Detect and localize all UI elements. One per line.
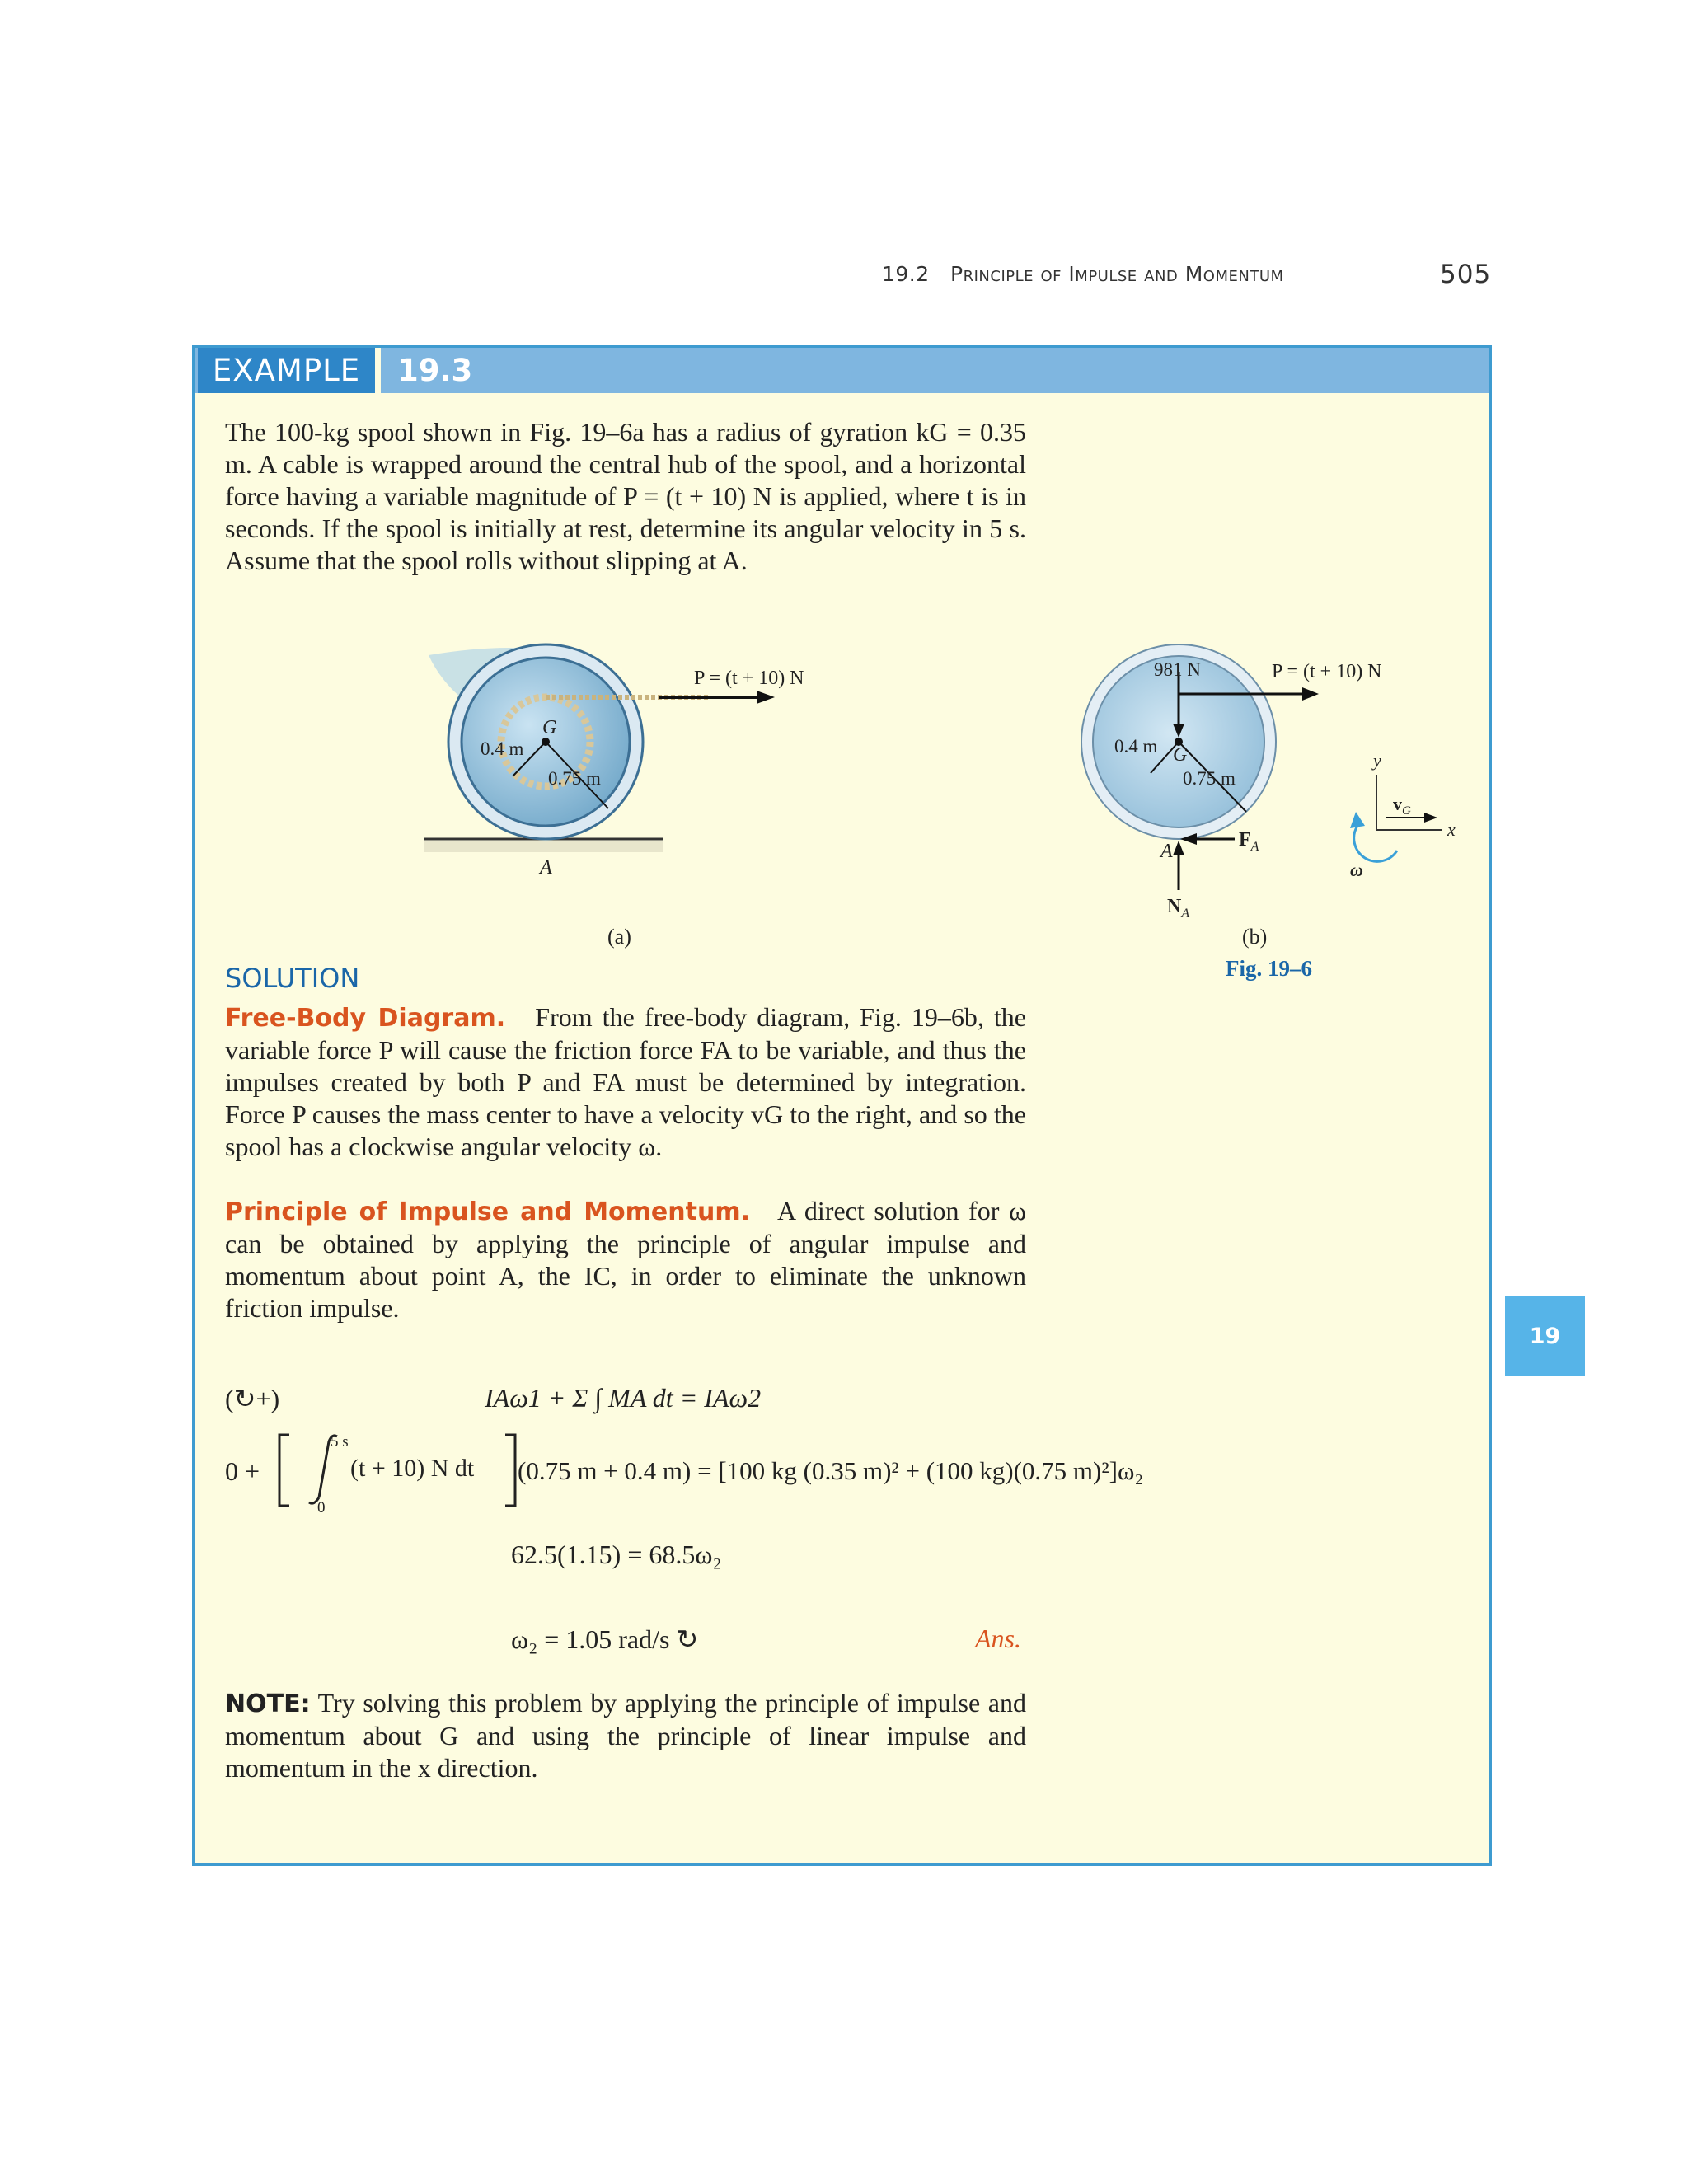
fbd-heading: Free-Body Diagram. xyxy=(225,1004,506,1033)
label-force-p: P = (t + 10) N xyxy=(694,668,804,689)
equation-2-lead: 0 + xyxy=(225,1456,260,1486)
integrand: (t + 10) N dt xyxy=(350,1455,475,1482)
equation-3: 62.5(1.15) = 68.5ω₂ xyxy=(511,1540,722,1569)
problem-statement: The 100-kg spool shown in Fig. 19–6a has a radius of gyration kG = 0.35 m. A cable is wrapped around the central hub of the spool, and a horizontal force having a variable magnitude of P = (t + 10) N is applied, where t is in seconds. If the spool is initially at rest, determine its angular velocity in 5 s. Assume that the spool rolls without slipping at A. xyxy=(225,417,1026,575)
fbd-force-arrowhead xyxy=(1302,687,1319,701)
label-normal: $N_A$ xyxy=(1167,896,1190,921)
right-bracket xyxy=(505,1435,515,1506)
label-contact-a: A xyxy=(540,857,552,879)
fbd-label-force-p: P = (t + 10) N xyxy=(1272,661,1382,682)
upper-limit: 5 s xyxy=(331,1433,349,1451)
label-outer-radius: 0.75 m xyxy=(548,768,601,789)
velocity-arrowhead xyxy=(1424,813,1437,823)
label-y-axis: y xyxy=(1373,750,1381,771)
banner-separator xyxy=(375,348,381,393)
ground-shade xyxy=(424,841,663,852)
omega-arrowhead xyxy=(1350,812,1365,828)
chapter-tab: 19 xyxy=(1505,1296,1585,1376)
figure-caption: Fig. 19–6 xyxy=(1226,956,1312,981)
fbd-label-outer-radius: 0.75 m xyxy=(1183,768,1236,789)
fbd-label-g: G xyxy=(1173,744,1188,766)
equation-4: ω₂ = 1.05 rad/s ↻ xyxy=(511,1624,699,1654)
normal-arrowhead xyxy=(1173,841,1184,855)
left-bracket xyxy=(279,1435,289,1506)
pim-text: A direct solution for ω can be obtained by applying the principle of angular impulse and momentum about point A, the IC, in order to eliminate the unknown friction impulse. xyxy=(225,1196,1027,1323)
label-friction: $F_A$ xyxy=(1239,829,1259,854)
fbd-label-contact-a: A xyxy=(1160,841,1173,862)
pim-paragraph xyxy=(225,1195,1026,1324)
example-number: 19.3 xyxy=(397,353,473,388)
section-title: Principle of Impulse and Momentum xyxy=(950,262,1284,286)
lower-limit: 0 xyxy=(317,1499,326,1512)
running-header xyxy=(882,262,1284,286)
fbd-paragraph xyxy=(225,1001,1026,1163)
caption-b: (b) xyxy=(1242,925,1268,949)
label-omega: ω xyxy=(1350,860,1363,880)
mass-center-dot xyxy=(542,738,550,746)
label-hub-radius: 0.4 m xyxy=(481,738,524,759)
figure-a xyxy=(387,635,865,964)
fbd-text: From the free-body diagram, Fig. 19–6b, the variable force P will cause the friction force FA to be variable, and thus the impulses created by both P and FA must be determined by integration. Force P causes the mass center to have a velocity vG to the right, and so the spool has a clockwise angular velocity ω. xyxy=(225,1002,1027,1161)
section-number: 19.2 xyxy=(882,262,930,286)
label-weight: 981 N xyxy=(1154,659,1201,680)
caption-a: (a) xyxy=(607,925,631,949)
label-g: G xyxy=(542,717,557,738)
page-number: 505 xyxy=(1440,260,1492,289)
example-label: EXAMPLE xyxy=(198,348,375,393)
sign-convention: (↻+) xyxy=(225,1384,280,1413)
fbd-label-hub-radius: 0.4 m xyxy=(1114,736,1158,757)
label-x-axis: x xyxy=(1447,819,1456,840)
equation-2-rest: (0.75 m + 0.4 m) = [100 kg (0.35 m)² + (100 kg)(0.75 m)²]ω₂ xyxy=(518,1456,1144,1485)
note-label: NOTE: xyxy=(225,1690,311,1718)
solution-heading: SOLUTION xyxy=(225,963,360,994)
equation-1: IAω1 + Σ ∫ MA dt = IAω2 xyxy=(485,1383,762,1413)
note-text: Try solving this problem by applying the principle of impulse and momentum about G and using the principle of linear impulse and momentum in the x direction. xyxy=(225,1688,1027,1783)
note-paragraph xyxy=(225,1687,1026,1784)
answer-label: Ans. xyxy=(975,1624,1021,1653)
equation-2-integral xyxy=(274,1430,522,1512)
force-arrowhead xyxy=(757,691,775,704)
pim-heading: Principle of Impulse and Momentum. xyxy=(225,1197,750,1226)
omega-arc xyxy=(1354,826,1397,861)
label-velocity: $v_G$ xyxy=(1393,794,1411,818)
figure-b xyxy=(1071,635,1484,940)
